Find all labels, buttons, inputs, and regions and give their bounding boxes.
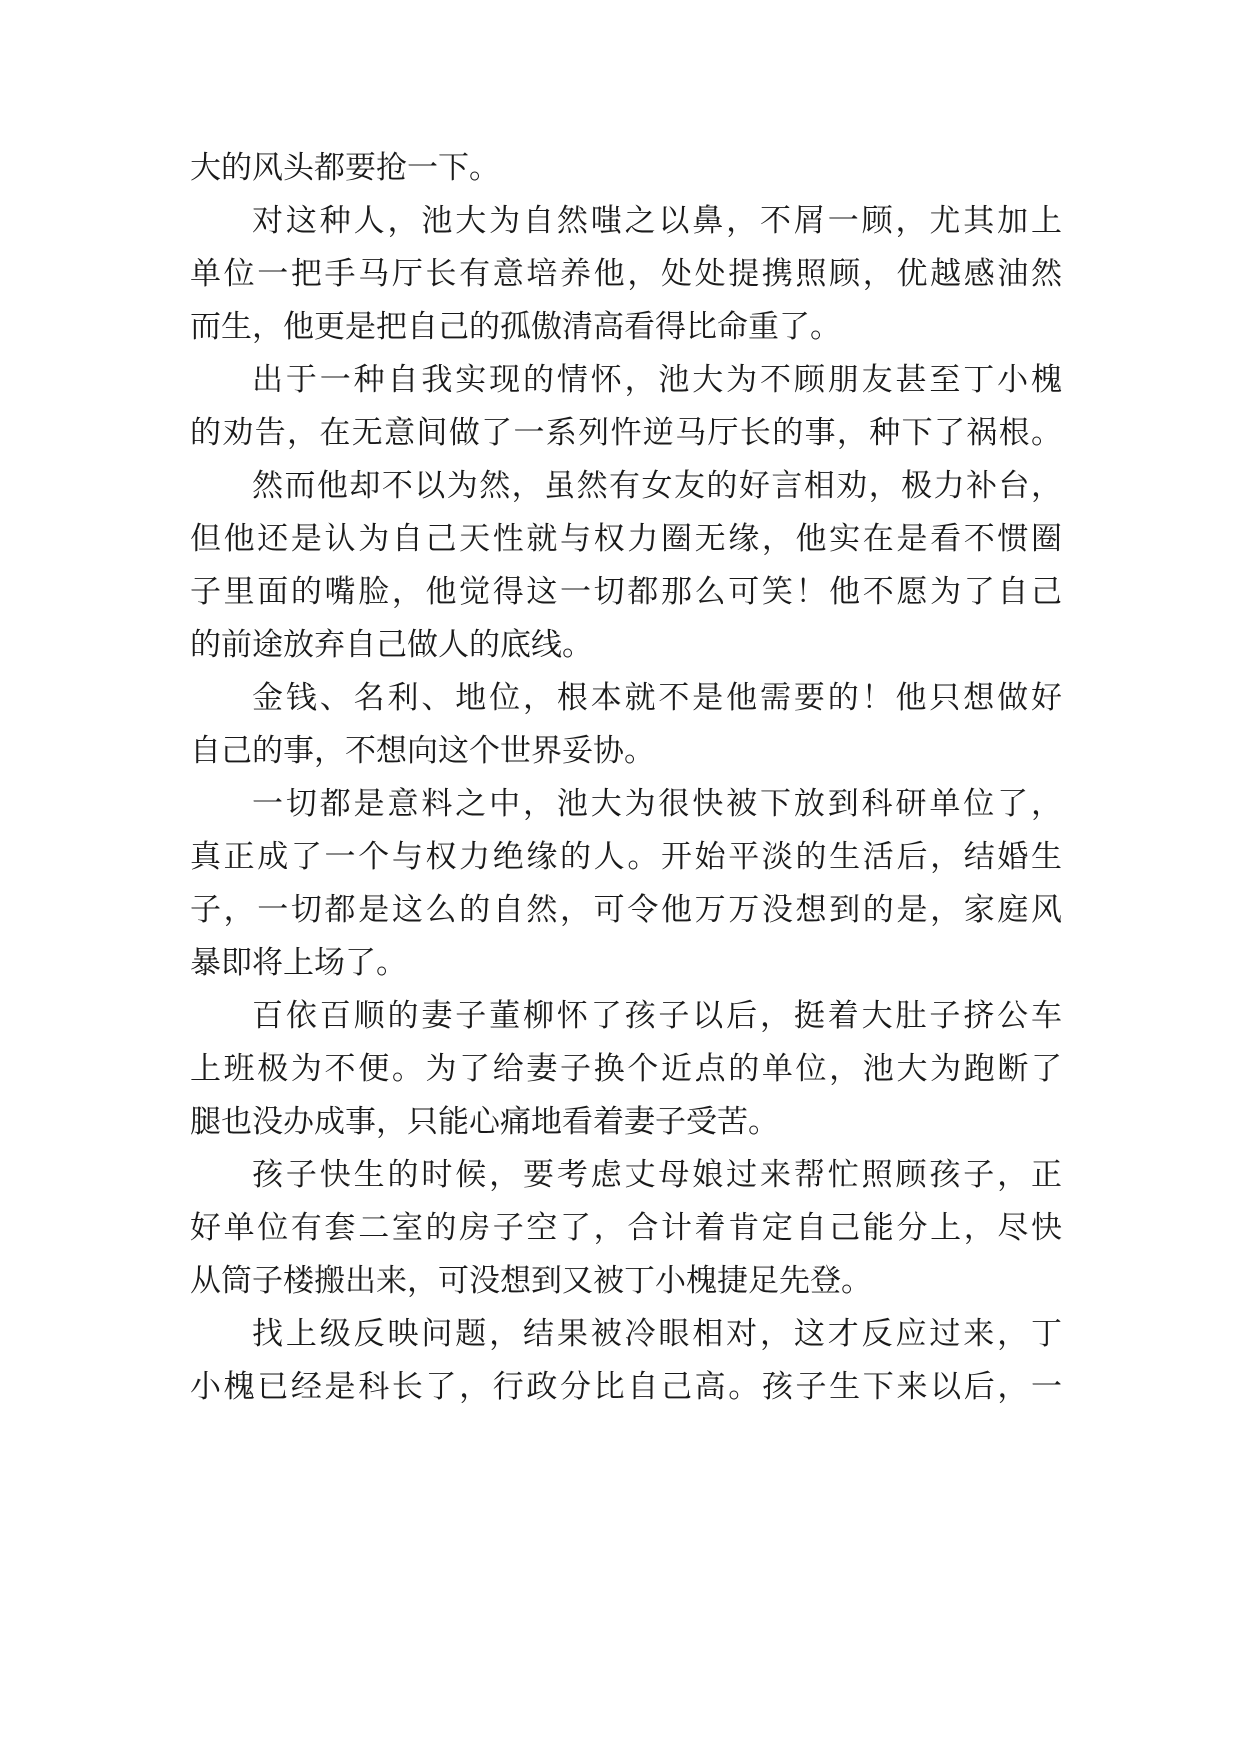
text-line: 的劝告，在无意间做了一系列忤逆马厅长的事，种下了祸根。 xyxy=(190,415,1062,451)
text-line: 的前途放弃自己做人的底线。 xyxy=(190,627,593,663)
text-line: 百依百顺的妻子董柳怀了孩子以后，挺着大肚子挤公车 xyxy=(252,998,1062,1034)
text-line: 金钱、名利、地位，根本就不是他需要的！他只想做好 xyxy=(252,680,1062,716)
text-line: 而生，他更是把自己的孤傲清高看得比命重了。 xyxy=(190,309,841,345)
text-line: 孩子快生的时候，要考虑丈母娘过来帮忙照顾孩子，正 xyxy=(252,1157,1062,1193)
text-line: 子里面的嘴脸，他觉得这一切都那么可笑！他不愿为了自己 xyxy=(190,574,1062,610)
text-line: 好单位有套二室的房子空了，合计着肯定自己能分上，尽快 xyxy=(190,1210,1062,1246)
text-line: 自己的事，不想向这个世界妥协。 xyxy=(190,733,655,769)
text-line: 上班极为不便。为了给妻子换个近点的单位，池大为跑断了 xyxy=(190,1051,1062,1087)
text-line: 从筒子楼搬出来，可没想到又被丁小槐捷足先登。 xyxy=(190,1263,872,1299)
text-line: 出于一种自我实现的情怀，池大为不顾朋友甚至丁小槐 xyxy=(252,362,1062,398)
text-line: 腿也没办成事，只能心痛地看着妻子受苦。 xyxy=(190,1104,779,1140)
text-line: 对这种人，池大为自然嗤之以鼻，不屑一顾，尤其加上 xyxy=(252,203,1062,239)
text-line: 然而他却不以为然，虽然有女友的好言相劝，极力补台， xyxy=(252,468,1062,504)
text-line: 一切都是意料之中，池大为很快被下放到科研单位了， xyxy=(252,786,1062,822)
text-line: 真正成了一个与权力绝缘的人。开始平淡的生活后，结婚生 xyxy=(190,839,1062,875)
text-line: 找上级反映问题，结果被冷眼相对，这才反应过来，丁 xyxy=(252,1316,1062,1352)
text-line: 暴即将上场了。 xyxy=(190,945,407,981)
text-line: 大的风头都要抢一下。 xyxy=(190,150,500,186)
text-line: 小槐已经是科长了，行政分比自己高。孩子生下来以后，一 xyxy=(190,1369,1062,1405)
text-line: 子，一切都是这么的自然，可令他万万没想到的是，家庭风 xyxy=(190,892,1062,928)
text-line: 单位一把手马厅长有意培养他，处处提携照顾，优越感油然 xyxy=(190,256,1062,292)
text-line: 但他还是认为自己天性就与权力圈无缘，他实在是看不惯圈 xyxy=(190,521,1062,557)
